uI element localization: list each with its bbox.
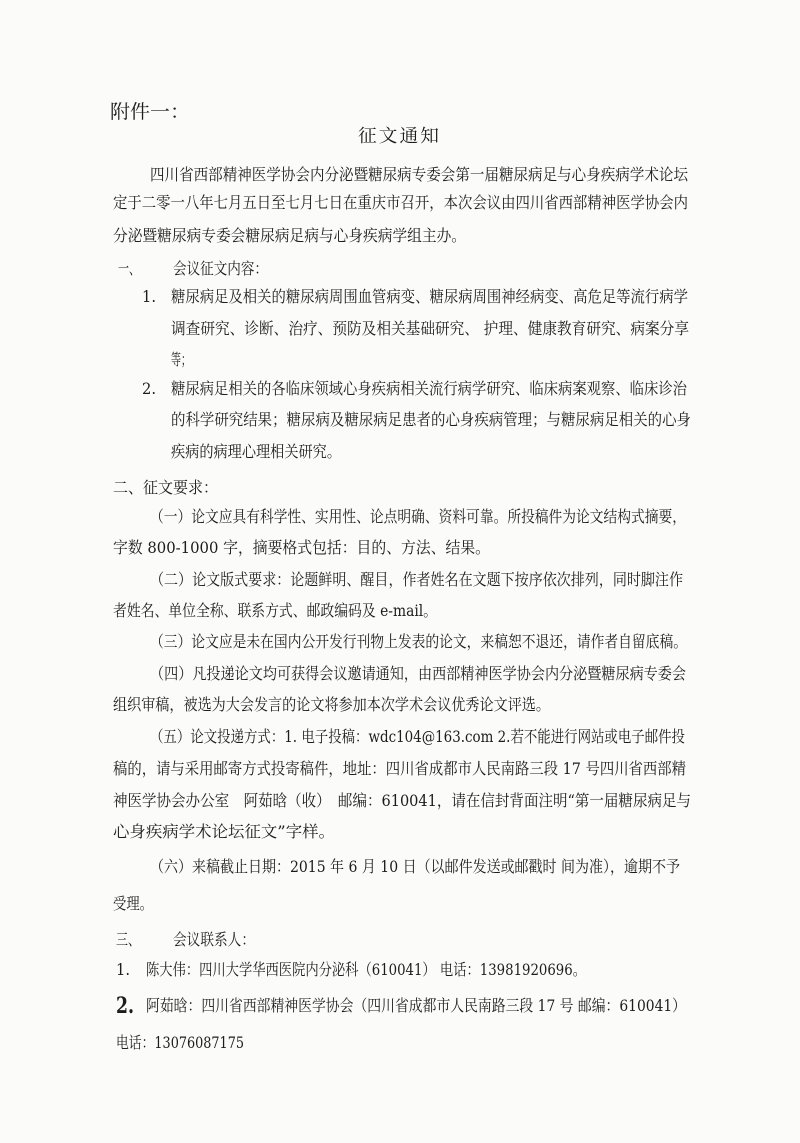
- intro-line: 分泌暨糖尿病专委会糖尿病足病与心身疾病学组主办。: [113, 226, 466, 245]
- requirement-line: 受理。: [113, 894, 153, 913]
- intro-line: 四川省西部精神医学协会内分泌暨糖尿病专委会第一届糖尿病足与心身疾病学术论坛: [150, 165, 688, 184]
- requirement-line: （二）论文版式要求：论题鲜明、醒目，作者姓名在文题下按序依次排列，同时脚注作: [150, 570, 683, 589]
- attachment-label: 附件一：: [110, 101, 190, 123]
- intro-line: 定于二零一八年七月五日至七月七日在重庆市召开，本次会议由四川省西部精神医学协会内: [113, 193, 688, 212]
- contact-number: 1.: [116, 960, 130, 979]
- contact-phone: 电话：13076087175: [116, 1033, 244, 1052]
- contact-line: 阿茹晗：四川省西部精神医学协会（四川省成都市人民南路三段 17 号 邮编：610041）: [146, 996, 686, 1015]
- requirement-line: （四）凡投递论文均可获得会议邀请通知，由西部精神医学协会内分泌暨糖尿病专委会: [150, 664, 686, 683]
- list-number: 2.: [142, 379, 156, 398]
- section-heading: 二、征文要求：: [113, 478, 218, 497]
- section-number: 三、: [116, 930, 140, 949]
- list-item-line: 调查研究、诊断、治疗、预防及相关基础研究、 护理、健康教育研究、病案分享: [171, 319, 689, 338]
- requirement-line: 组织审稿，被选为大会发言的论文将参加本次学术会议优秀论文评选。: [113, 695, 550, 714]
- page-title: 征文通知: [358, 126, 441, 147]
- list-item-line: 糖尿病足及相关的糖尿病周围血管病变、糖尿病周围神经病变、高危足等流行病学: [171, 287, 688, 306]
- section-heading: 会议联系人：: [173, 930, 255, 949]
- requirement-line: （三）论文应是未在国内公开发行刊物上发表的论文，来稿恕不退还，请作者自留底稿。: [150, 632, 687, 651]
- requirement-line: 字数 800-1000 字，摘要格式包括：目的、方法、结果。: [113, 538, 490, 557]
- contact-line: 陈大伟：四川大学华西医院内分泌科（610041） 电话：13981920696。: [146, 960, 586, 979]
- requirement-line: 稿的，请与采用邮寄方式投寄稿件，地址：四川省成都市人民南路三段 17 号四川省西部精: [113, 759, 686, 778]
- requirement-line: 者姓名、单位全称、联系方式、邮政编码及 e-mail。: [113, 601, 437, 620]
- requirement-line: （六）来稿截止日期：2015 年 6 月 10 日（以邮件发送或邮戳时 间为准），逾期不予: [150, 857, 680, 876]
- contact-number: 2.: [116, 993, 134, 1019]
- list-item-line: 疾病的病理心理相关研究。: [171, 442, 341, 461]
- list-item-line: 的科学研究结果；糖尿病及糖尿病足患者的心身疾病管理；与糖尿病足相关的心身: [171, 410, 691, 429]
- list-item-line: 糖尿病足相关的各临床领域心身疾病相关流行病学研究、临床病案观察、临床诊治: [171, 379, 687, 398]
- list-number: 1.: [142, 287, 156, 306]
- requirement-line: 心身疾病学术论坛征文”字样。: [113, 822, 335, 841]
- section-number: 一、: [118, 259, 140, 278]
- requirement-line: （一）论文应具有科学性、实用性、论点明确、资料可靠。所投稿件为论文结构式摘要，: [150, 507, 686, 526]
- section-heading: 会议征文内容：: [173, 259, 268, 278]
- requirement-line: 神医学协会办公室 阿茹晗（收） 邮编：610041，请在信封背面注明“第一届糖尿病足与: [113, 791, 691, 810]
- list-item-line: 等；: [171, 350, 191, 369]
- requirement-line: （五）论文投递方式：1. 电子投稿：wdc104@163.com 2.若不能进行网站或电子邮件投: [150, 727, 685, 746]
